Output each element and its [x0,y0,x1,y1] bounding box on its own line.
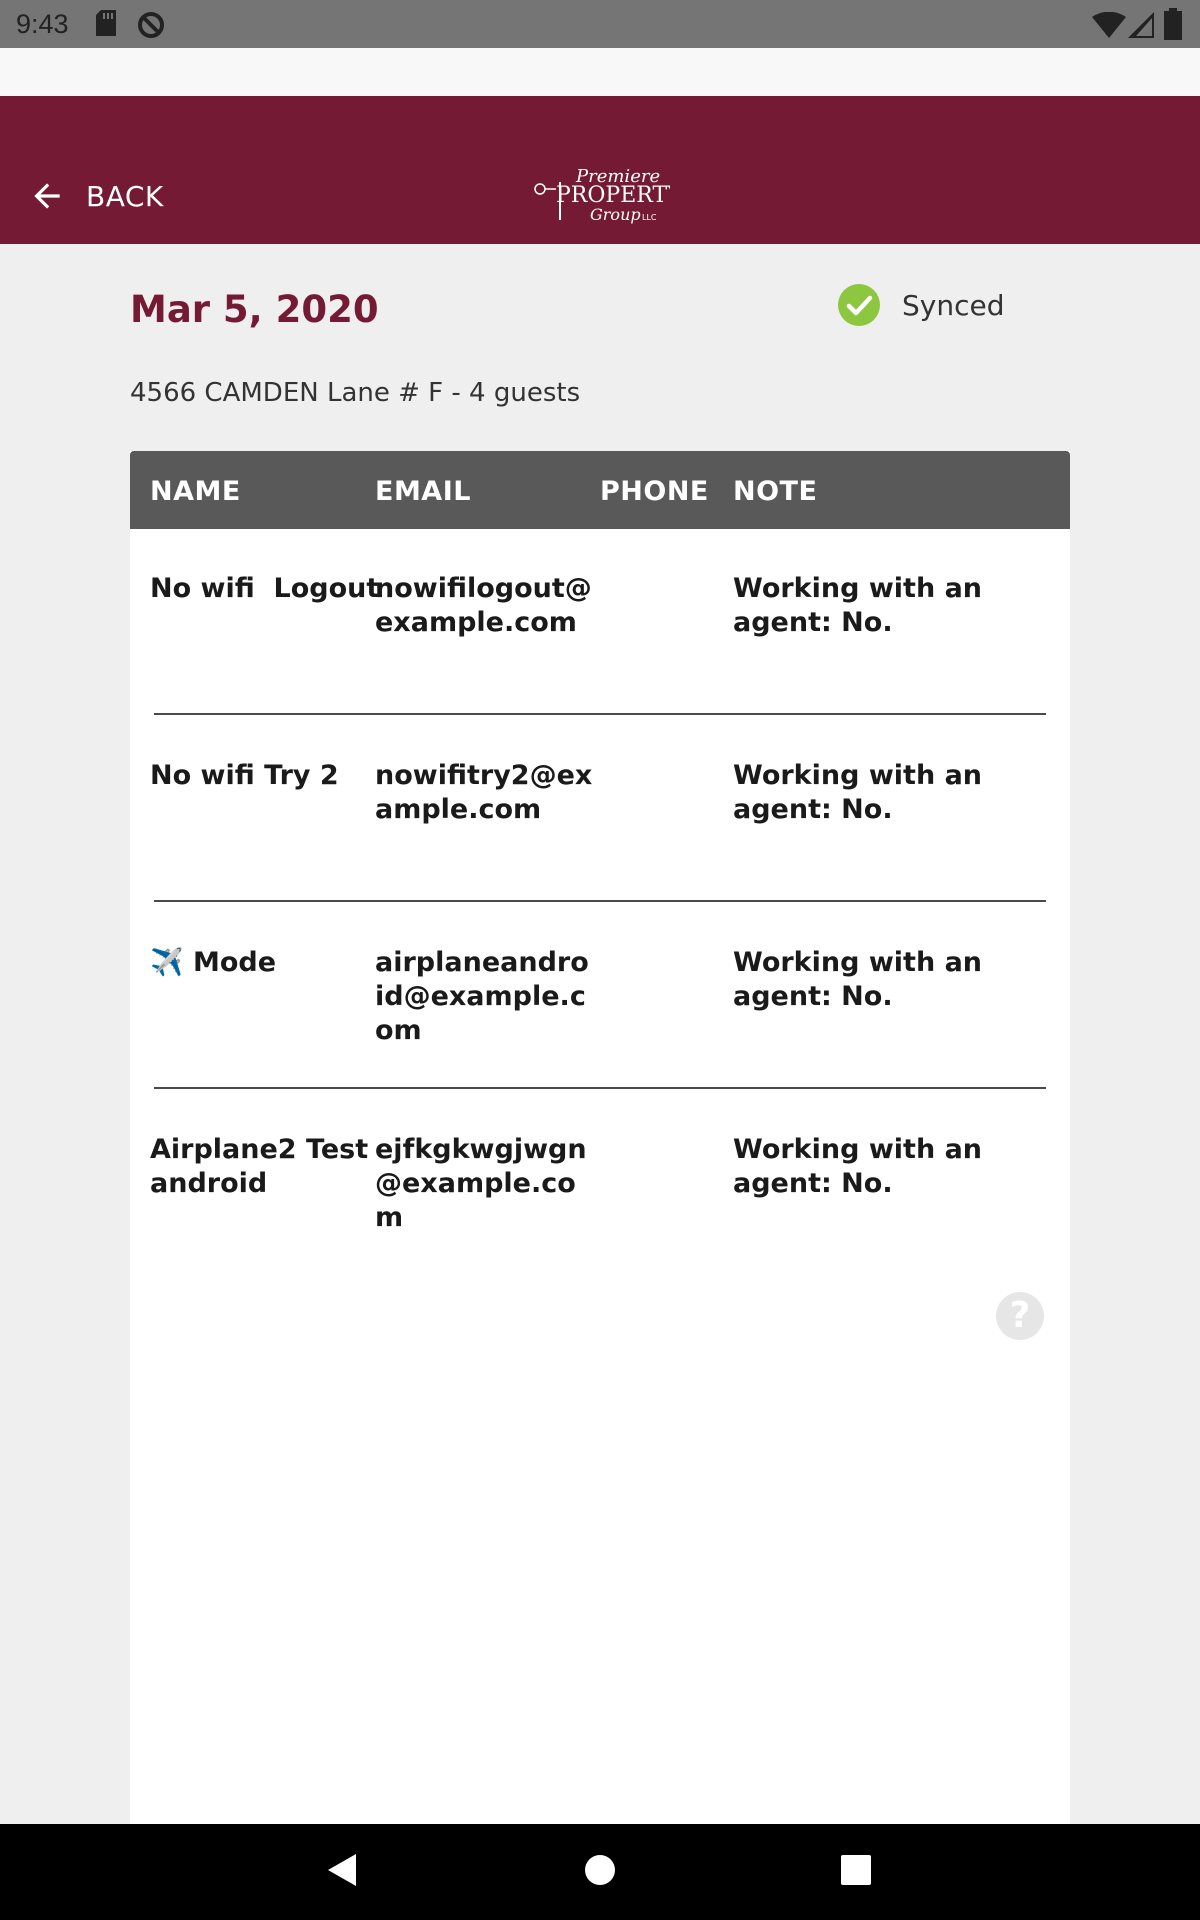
sd-card-icon [96,10,116,41]
guest-note: Working with an agent: No. [733,760,983,825]
table-row[interactable] [130,572,1070,759]
wifi-icon [1092,12,1126,43]
nav-home-icon[interactable] [584,1852,616,1893]
guest-note: Working with an agent: No. [733,947,983,1012]
column-header-note: NOTE [733,476,818,507]
back-label: BACK [86,179,164,213]
row-divider [154,900,1046,902]
row-divider [154,1087,1046,1089]
battery-icon [1164,8,1182,45]
premiere-property-group-logo [530,162,670,234]
table-row[interactable] [130,1133,1070,1320]
arrow-left-icon [28,177,66,215]
guest-name: No wifi Try 2 [150,760,339,791]
guest-name: Airplane2 Test android [150,1134,369,1199]
guest-email: nowifitry2@example.com [375,760,593,825]
signal-icon [1128,12,1154,43]
help-button[interactable]: ? [996,1292,1044,1340]
guest-email: airplaneandroid@example.com [375,947,589,1046]
event-address: 4566 CAMDEN Lane # F - 4 guests [130,378,581,408]
page-title: Mar 5, 2020 [130,288,379,331]
sync-status [838,284,1004,326]
check-circle-icon [838,284,880,326]
status-time: 9:43 [16,9,69,39]
table-row[interactable] [130,946,1070,1133]
guest-note: Working with an agent: No. [733,573,983,638]
toolbar-strip [0,48,1200,96]
guest-name: No wifi Logout [150,573,380,604]
row-divider [154,713,1046,715]
app-header [0,96,1200,244]
column-header-email: EMAIL [375,476,471,507]
table-header [130,451,1070,529]
guest-table [130,451,1070,1825]
status-bar [0,0,1200,48]
guest-email: ejfkgkwgjwgn@example.com [375,1134,587,1233]
svg-text:PROPERTY: PROPERTY [556,183,670,208]
guest-email: nowifilogout@example.com [375,573,592,638]
guest-note: Working with an agent: No. [733,1134,983,1199]
circle-slash-icon [136,10,166,45]
guest-name: ✈️ Mode [150,947,277,978]
table-row[interactable] [130,759,1070,946]
svg-text:LLC: LLC [642,213,657,222]
nav-recents-icon[interactable] [840,1852,872,1893]
svg-text:Group: Group [590,205,641,224]
navigation-bar [0,1824,1200,1920]
svg-text:Premiere: Premiere [576,166,661,187]
column-header-phone: PHONE [600,476,709,507]
column-header-name: NAME [150,476,241,507]
back-button[interactable] [28,176,164,216]
sync-label: Synced [902,288,1005,322]
nav-back-icon[interactable] [326,1852,358,1893]
